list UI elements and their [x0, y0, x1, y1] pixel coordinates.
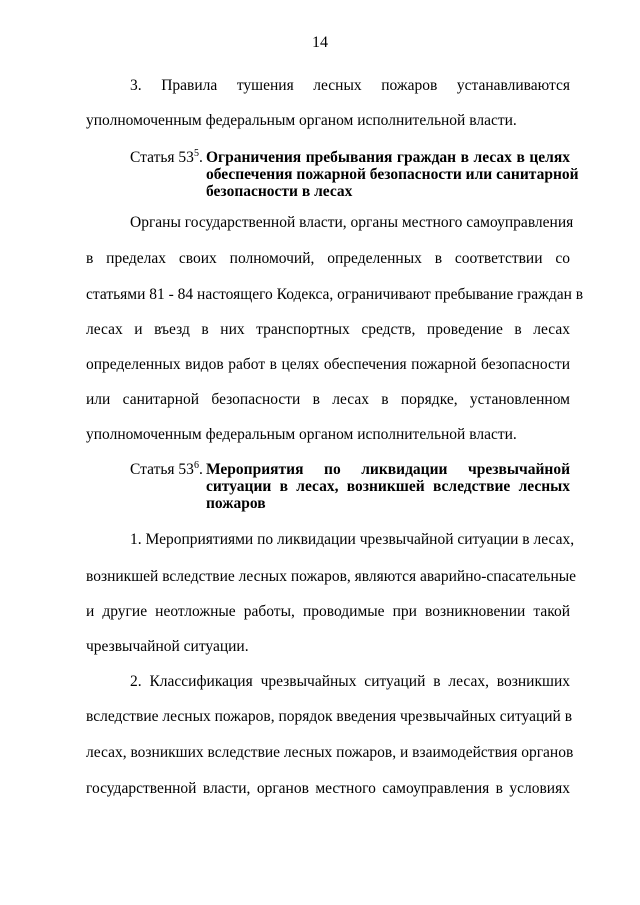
paragraph-line: уполномоченным федеральным органом исполнительной власти. [86, 426, 517, 443]
article-53-6-title: Мероприятия по ликвидации чрезвычайной ситуации в лесах, возникшей вследствие лесных пожаров [206, 461, 570, 512]
paragraph-line: определенных видов работ в целях обеспечения пожарной безопасности [86, 356, 570, 373]
article-53-5-label: Статья $53^5$. [130, 148, 203, 166]
paragraph-line: вследствие лесных пожаров, порядок введения чрезвычайных ситуаций в [86, 708, 573, 725]
paragraph-line: лесах и въезд в них транспортных средств, проведение в лесах [86, 321, 570, 338]
paragraph-line: 2. Классификация чрезвычайных ситуаций в лесах, возникших [130, 673, 570, 690]
paragraph-line: 1. Мероприятиями по ликвидации чрезвычайной ситуации в лесах, [130, 531, 575, 548]
paragraph-line: Органы государственной власти, органы местного самоуправления [130, 214, 574, 231]
paragraph-line: возникшей вследствие лесных пожаров, являются аварийно-спасательные [86, 568, 577, 585]
paragraph-line: государственной власти, органов местного самоуправления в условиях [86, 780, 570, 797]
paragraph-line: в пределах своих полномочий, определенных в соответствии со [86, 250, 570, 267]
paragraph-line: лесах, возникших вследствие лесных пожаров, и взаимодействия органов [86, 744, 574, 761]
article-53-5-title: Ограничения пребывания граждан в лесах в целях обеспечения пожарной безопасности или санитарной безопасности в лесах [206, 149, 579, 200]
paragraph-line: и другие неотложные работы, проводимые при возникновении такой [86, 603, 570, 620]
article-53-6-label: Статья $53^6$. [130, 460, 203, 478]
paragraph-line: чрезвычайной ситуации. [86, 638, 249, 655]
paragraph-line: или санитарной безопасности в лесах в порядке, установленном [86, 391, 570, 408]
paragraph-line: 3. Правила тушения лесных пожаров устанавливаются [130, 77, 570, 94]
page-number: 14 [312, 34, 328, 51]
paragraph-line: статьями 81 - 84 настоящего Кодекса, ограничивают пребывание граждан в [86, 286, 584, 303]
paragraph-line: уполномоченным федеральным органом исполнительной власти. [86, 112, 517, 129]
